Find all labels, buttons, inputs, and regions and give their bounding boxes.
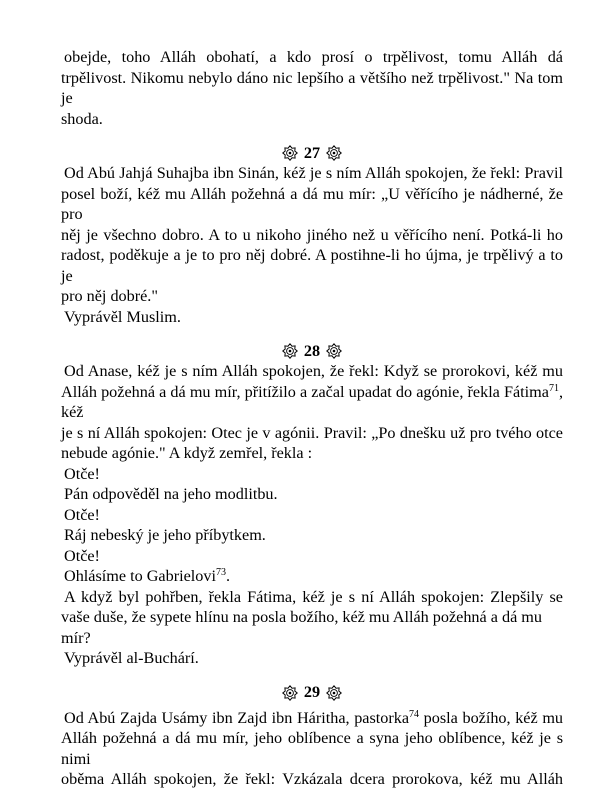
octagonal-star-ornament-icon	[282, 343, 298, 359]
hadith-29-body	[61, 708, 563, 790]
text-line: posel boží, kéž mu Alláh požehná a dá mu mír: „U věřícího je nádherné, že pro	[61, 184, 563, 223]
octagonal-star-ornament-icon	[326, 685, 342, 701]
hadith-26-end	[61, 47, 563, 129]
verse-line: Otče!	[64, 505, 100, 524]
text-line: Alláh požehná a dá mu mír, jeho oblíbence a syna jeho oblíbence, kéž je s nimi	[61, 729, 563, 768]
text-line: trpělivost. Nikomu nebylo dáno nic lepšího a většího než trpělivost." Na tom je	[61, 68, 563, 107]
text-line: oběma Alláh spokojen, že řekl: Vzkázala dcera prorokova, kéž mu Alláh	[61, 770, 563, 788]
text-line	[61, 708, 563, 729]
verse-line: Ráj nebeský je jeho příbytkem.	[64, 526, 266, 544]
text-span: posla božího, kéž mu	[419, 708, 563, 727]
text-line: shoda.	[61, 109, 103, 128]
octagonal-star-ornament-icon	[326, 343, 342, 359]
hadith-number: 29	[303, 683, 321, 702]
text-line: vaše duše, že sypete hlínu na posla božího, kéž mu Alláh požehná a dá mu mír?	[61, 608, 542, 647]
text-span: , kéž	[61, 382, 563, 421]
verse-line: Pán odpověděl na jeho modlitbu.	[64, 485, 278, 503]
octagonal-star-ornament-icon	[282, 145, 298, 161]
hadith-28-heading	[61, 341, 563, 361]
hadith-number: 27	[303, 143, 321, 162]
text-line: je s ní Alláh spokojen: Otec je v agónii. Pravil: „Po dnešku už pro tvého otce	[61, 423, 563, 442]
hadith-number: 28	[303, 341, 321, 360]
page-content	[61, 47, 563, 790]
hadith-27-body	[61, 163, 563, 327]
octagonal-star-ornament-icon	[326, 145, 342, 161]
octagonal-star-ornament-icon	[282, 685, 298, 701]
verse-line: Otče!	[64, 464, 100, 483]
footnote-ref-74[interactable]: 74	[409, 708, 420, 720]
text-span: .	[225, 567, 230, 585]
text-line: Od Abú Jahjá Suhajba ibn Sinán, kéž je s ním Alláh spokojen, že řekl: Pravil	[64, 164, 563, 182]
hadith-28-body	[61, 361, 563, 669]
text-span: Alláh požehná a dá mu mír, přitížilo a začal upadat do agónie, řekla Fátima	[61, 382, 549, 401]
text-line: A když byl pohřben, řekla Fátima, kéž je s ní Alláh spokojen: Zlepšily se	[64, 587, 563, 606]
text-line: něj je všechno dobro. A to u nikoho jiného než u věřícího není. Potká-li ho	[61, 225, 563, 244]
footnote-ref-73[interactable]: 73	[215, 567, 226, 578]
narrator-line: Vyprávěl al-Buchárí.	[64, 649, 199, 667]
footnote-ref-71[interactable]: 71	[548, 382, 559, 394]
text-line: pro něj dobré."	[61, 287, 158, 305]
text-line: obejde, toho Alláh obohatí, a kdo prosí o trpělivost, tomu Alláh dá	[64, 48, 563, 66]
verse-line: Otče!	[64, 546, 100, 565]
text-line	[61, 382, 563, 423]
narrator-line: Vyprávěl Muslim.	[64, 307, 181, 326]
text-span: Od Abú Zajda Usámy ibn Zajd ibn Háritha, pastorka	[64, 708, 410, 727]
text-line: Od Anase, kéž je s ním Alláh spokojen, že řekl: Když se prorokovi, kéž mu	[64, 362, 563, 380]
verse-line	[61, 566, 563, 587]
hadith-29-heading	[61, 683, 563, 703]
text-line: radost, poděkuje a je to pro něj dobré. A postihne-li ho újma, je trpělivý a to je	[61, 246, 563, 285]
text-line: nebude agónie." A když zemřel, řekla :	[61, 444, 313, 462]
hadith-27-heading	[61, 143, 563, 163]
text-span: Ohlásíme to Gabrielovi	[64, 567, 216, 585]
